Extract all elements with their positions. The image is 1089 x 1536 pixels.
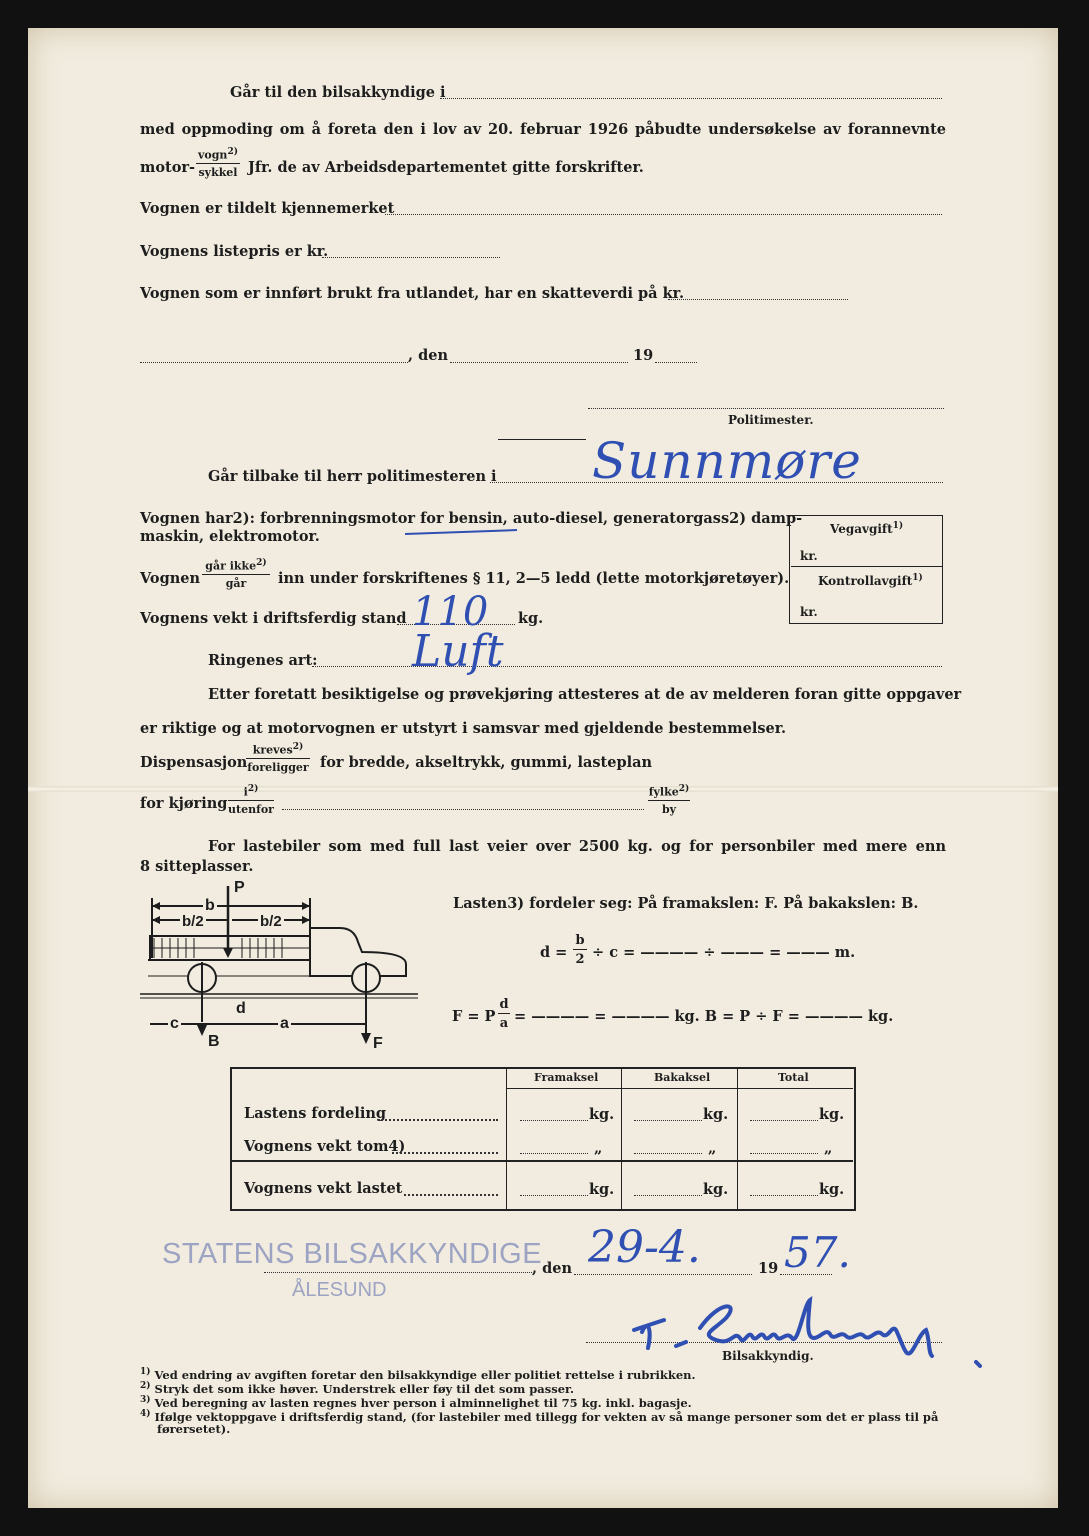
cell-lastet-bak[interactable] (634, 1195, 702, 1196)
footnote-4-cont: førersetet). (157, 1422, 231, 1436)
stamp-line-2: ÅLESUND (292, 1279, 387, 1301)
listepris-field[interactable] (322, 257, 500, 258)
vegavgift-kr: kr. (800, 549, 818, 563)
fee-box-divider (791, 566, 943, 567)
row-tom-label: Vognens vekt tom4) (244, 1138, 406, 1155)
diagram-p: P (234, 879, 245, 896)
send-to-field[interactable] (440, 98, 942, 99)
attest-line-1: Etter foretatt besiktigelse og prøvekjøring attesteres at de av melderen foran gitte oppgaver (208, 686, 962, 703)
dispensasjon-fraction: kreves$^{2)}$ foreligger (247, 742, 309, 774)
date-field[interactable] (450, 362, 628, 363)
cell-tom-bak-unit: „ (708, 1140, 717, 1157)
motor-suffix: Jfr. de av Arbeidsdepartementet gitte forskrifter. (248, 159, 644, 176)
f-formula-left: F = P (452, 1008, 496, 1025)
kjoring-label: for kjøring (140, 795, 228, 812)
cell-tom-bak[interactable] (634, 1153, 702, 1154)
diagram-b-half-left: b/2 (182, 913, 204, 930)
cell-lastens-bak[interactable] (634, 1120, 702, 1121)
sign-den-label: , den (532, 1260, 573, 1277)
gar-suffix: inn under forskriftenes § 11, 2—5 ledd (lette motorkjøretøyer). (278, 570, 790, 587)
vegavgift-label: Vegavgift$^{1)}$ (830, 521, 904, 536)
handwritten-place: Sunnmøre (592, 432, 862, 490)
dispensasjon-label: Dispensasjon (140, 754, 248, 771)
section-divider (498, 439, 586, 440)
place-field[interactable] (140, 362, 408, 363)
cell-lastens-fram-unit: kg. (589, 1106, 615, 1123)
col-framaksel: Framaksel (534, 1071, 599, 1084)
cell-lastet-bak-unit: kg. (703, 1181, 729, 1198)
kjennemerke-label: Vognen er tildelt kjennemerket (140, 200, 395, 217)
paper-fold (28, 786, 1058, 792)
cell-lastet-fram[interactable] (520, 1195, 588, 1196)
diagram-c: c (170, 1015, 179, 1032)
d-formula-left: d = (540, 944, 568, 961)
footnote-2: $^{2)}$ Stryk det som ikke høver. Understrek eller føy til det som passer. (140, 1381, 575, 1396)
d-formula-rest: ÷ c = ———— ÷ ——— = ——— m. (592, 944, 856, 961)
row-lastet-leader (404, 1194, 498, 1196)
request-line: med oppmoding om å foreta den i lov av 20. februar 1926 påbudte undersøkelse av forannevnte (140, 121, 946, 138)
engine-line-2: maskin, elektromotor. (140, 528, 320, 545)
row-tom-leader (392, 1152, 498, 1154)
kjoring-field[interactable] (282, 809, 644, 810)
kjoring-fraction: $i^{2)}$ utenfor (228, 784, 274, 816)
row-lastet-label: Vognens vekt lastet (244, 1180, 403, 1197)
cell-lastens-bak-unit: kg. (703, 1106, 729, 1123)
lastebil-line-1: For lastebiler som med full last veier over 2500 kg. og for personbiler med mere enn (208, 838, 946, 855)
return-label: Går tilbake til herr politimesteren i (208, 468, 497, 485)
lastebil-line-2: 8 sitteplasser. (140, 858, 254, 875)
sign-year-prefix: 19 (758, 1260, 779, 1277)
skatteverdi-field[interactable] (668, 299, 848, 300)
cell-tom-fram[interactable] (520, 1153, 588, 1154)
footnote-1: $^{1)}$ Ved endring av avgiften foretar den bilsakkyndige eller politiet rettelse i rubrikken. (140, 1367, 696, 1382)
fylke-fraction: fylke$^{2)}$ by (648, 784, 690, 816)
cell-lastens-total-unit: kg. (819, 1106, 845, 1123)
diagram-b-half-right: b/2 (260, 913, 282, 930)
vognen-label: Vognen (140, 570, 201, 587)
listepris-label: Vognens listepris er kr. (140, 243, 329, 260)
kontrollavgift-label: Kontrollavgift$^{1)}$ (818, 573, 923, 588)
politimester-signature-field[interactable] (588, 408, 944, 409)
motor-prefix: motor- (140, 159, 196, 176)
bilsakkyndig-label: Bilsakkyndig. (722, 1349, 814, 1363)
table-header-line (506, 1088, 853, 1089)
skatteverdi-label: Vognen som er innført brukt fra utlandet, har en skatteverdi på kr. (140, 285, 685, 302)
lasten-line: Lasten3) fordeler seg: På framakslen: F. På bakakslen: B. (453, 895, 919, 912)
ringenes-field[interactable] (312, 666, 942, 667)
f-formula-rest: = ———— = ———— kg. B = P ÷ F = ———— kg. (514, 1008, 894, 1025)
cell-lastet-total[interactable] (750, 1195, 818, 1196)
diagram-b: b (205, 897, 215, 914)
cell-lastet-fram-unit: kg. (589, 1181, 615, 1198)
vekt-label: Vognens vekt i driftsferdig stand (140, 610, 407, 627)
sign-place-field[interactable] (264, 1272, 532, 1273)
den-label: , den (408, 347, 449, 364)
engine-line-1: Vognen har2): forbrenningsmotor for bensin, auto-diesel, generatorgass2) damp- (140, 510, 803, 527)
send-to-label: Går til den bilsakkyndige i (230, 84, 446, 101)
motor-fraction: vogn$^{2)}$ sykkel (196, 148, 240, 178)
cell-tom-total-unit: „ (824, 1140, 833, 1157)
col-total: Total (778, 1071, 809, 1084)
vekt-unit: kg. (518, 610, 544, 627)
row-lastens-leader (378, 1119, 498, 1121)
stamp-line-1: STATENS BILSAKKYNDIGE (162, 1238, 543, 1270)
footnote-3: $^{3)}$ Ved beregning av lasten regnes hver person i alminnelighet til 75 kg. inkl. bagasje. (140, 1395, 692, 1410)
handwritten-vekt: 110 (412, 589, 489, 635)
handwritten-ringenes: Luft (412, 626, 504, 677)
cell-tom-fram-unit: „ (594, 1140, 603, 1157)
attest-line-2: er riktige og at motorvognen er utstyrt i samsvar med gjeldende bestemmelser. (140, 720, 787, 737)
diagram-d: d (236, 1000, 246, 1017)
row-lastens-label: Lastens fordeling (244, 1105, 387, 1122)
f-fraction: $\frac{d}{a}$ (499, 997, 509, 1031)
cell-lastens-total[interactable] (750, 1120, 818, 1121)
handwritten-date: 29-4. (588, 1222, 701, 1273)
diagram-B: B (208, 1033, 220, 1050)
sign-date-field[interactable] (574, 1274, 752, 1275)
kontrollavgift-kr: kr. (800, 605, 818, 619)
ringenes-label: Ringenes art: (208, 652, 318, 669)
cell-lastet-total-unit: kg. (819, 1181, 845, 1198)
d-fraction: $\frac{b}{2}$ (573, 934, 587, 966)
year-prefix: 19 (633, 347, 654, 364)
cell-lastens-fram[interactable] (520, 1120, 588, 1121)
diagram-a: a (280, 1015, 289, 1032)
dispensasjon-suffix: for bredde, akseltrykk, gummi, lasteplan (320, 754, 653, 771)
handwritten-year: 57. (784, 1228, 851, 1277)
table-total-line (232, 1160, 853, 1162)
diagram-F: F (373, 1035, 383, 1052)
kjennemerke-field[interactable] (385, 214, 942, 215)
col-bakaksel: Bakaksel (654, 1071, 711, 1084)
footnote-4: $^{4)}$ Ifølge vektoppgave i driftsferdig stand, (for lastebiler med tillegg for vekten av så mange personer som det er plass til på (140, 1409, 939, 1424)
gar-fraction: går ikke$^{2)}$ går (202, 559, 270, 589)
cell-tom-total[interactable] (750, 1153, 818, 1154)
politimester-label: Politimester. (728, 413, 814, 427)
year-field[interactable] (655, 362, 697, 363)
